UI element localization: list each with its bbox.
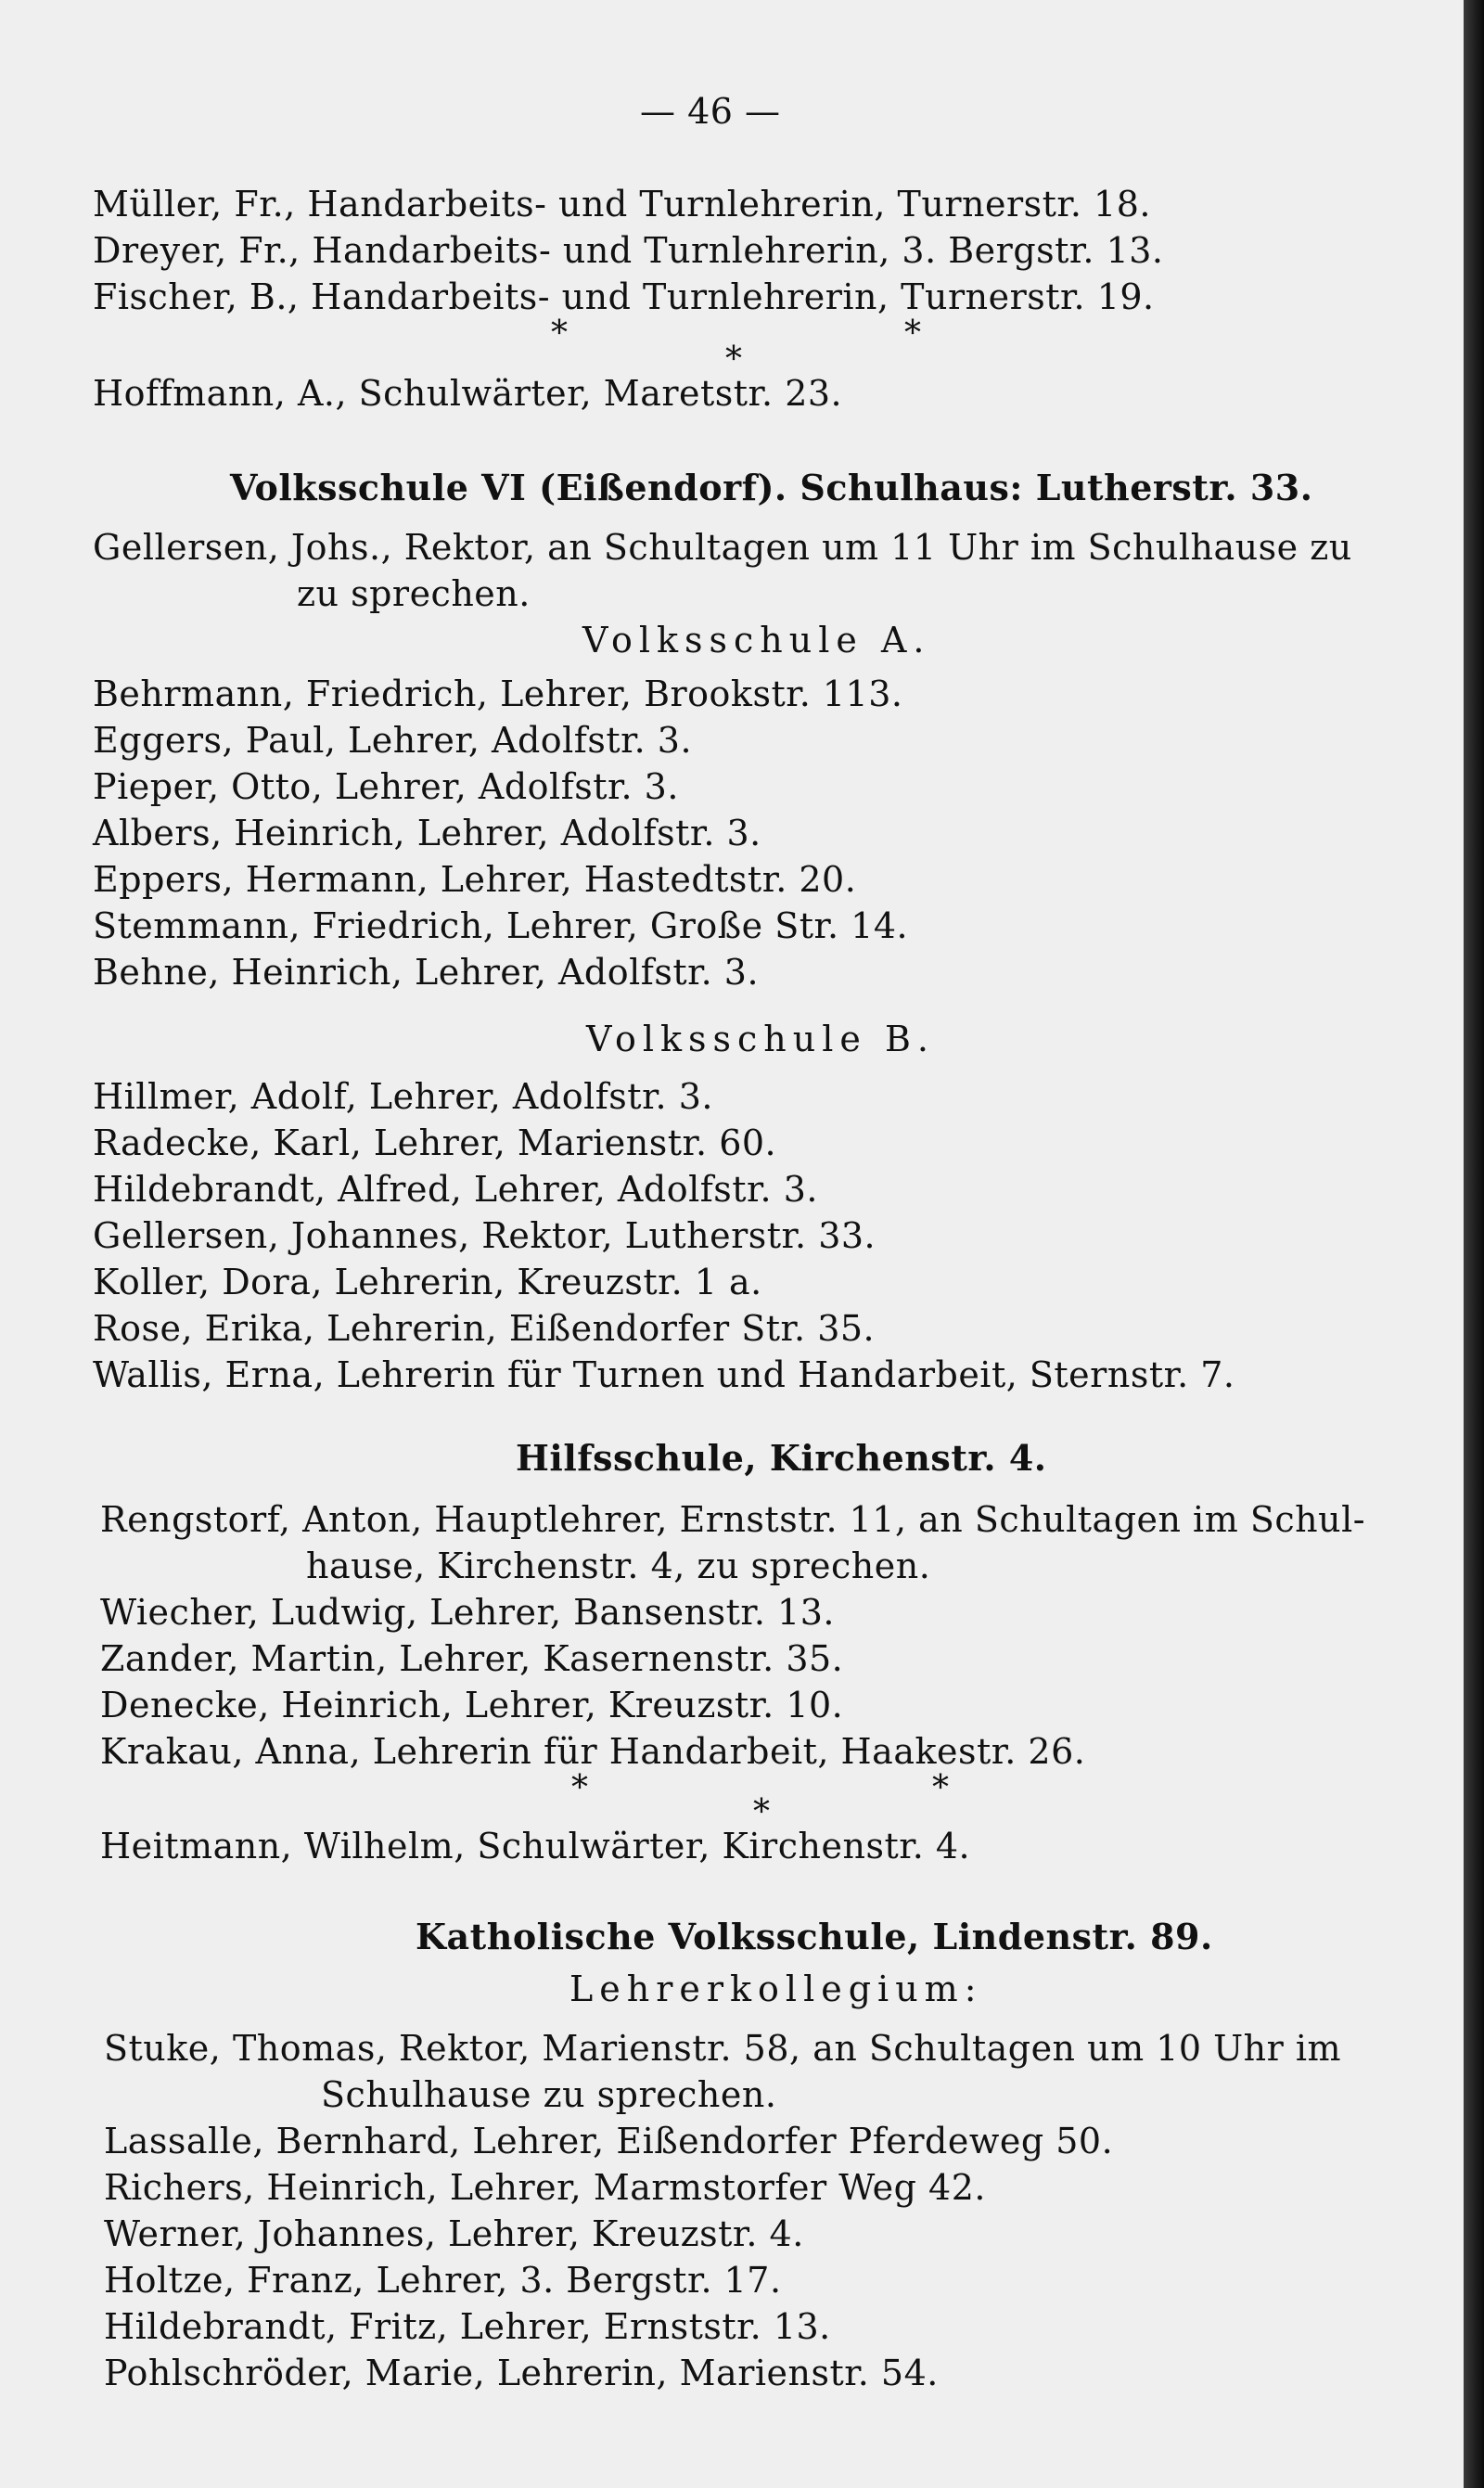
- list-item: Müller, Fr., Handarbeits- und Turnlehrerin, Turnerstr. 18.: [93, 184, 1151, 224]
- list-item: Denecke, Heinrich, Lehrer, Kreuzstr. 10.: [100, 1685, 844, 1725]
- list-item: Hillmer, Adolf, Lehrer, Adolfstr. 3.: [93, 1076, 713, 1117]
- page-edge-shadow: [1464, 0, 1484, 2488]
- list-item: Behrmann, Friedrich, Lehrer, Brookstr. 113.: [93, 673, 903, 714]
- list-item: Wiecher, Ludwig, Lehrer, Bansenstr. 13.: [100, 1592, 835, 1633]
- asterism-star: *: [904, 314, 921, 353]
- list-item: Hildebrandt, Alfred, Lehrer, Adolfstr. 3.: [93, 1169, 818, 1210]
- list-item: Holtze, Franz, Lehrer, 3. Bergstr. 17.: [104, 2260, 782, 2301]
- list-item: Gellersen, Johs., Rektor, an Schultagen um 11 Uhr im Schulhause zu: [93, 527, 1352, 568]
- list-item: Pieper, Otto, Lehrer, Adolfstr. 3.: [93, 766, 679, 807]
- section-heading: Volksschule VI (Eißendorf). Schulhaus: Lutherstr. 33.: [230, 467, 1313, 508]
- list-item: Werner, Johannes, Lehrer, Kreuzstr. 4.: [104, 2213, 804, 2254]
- list-item-continuation: hause, Kirchenstr. 4, zu sprechen.: [306, 1545, 931, 1586]
- list-item: Richers, Heinrich, Lehrer, Marmstorfer Weg 42.: [104, 2167, 986, 2208]
- asterism-star: *: [932, 1769, 949, 1807]
- list-item: Albers, Heinrich, Lehrer, Adolfstr. 3.: [93, 813, 761, 853]
- section-heading: Katholische Volksschule, Lindenstr. 89.: [416, 1916, 1213, 1957]
- list-item: Rose, Erika, Lehrerin, Eißendorfer Str. 35.: [93, 1308, 876, 1349]
- list-item-continuation: zu sprechen.: [297, 573, 531, 614]
- list-item: Stemmann, Friedrich, Lehrer, Große Str. 14.: [93, 905, 909, 946]
- list-item: Lassalle, Bernhard, Lehrer, Eißendorfer Pferdeweg 50.: [104, 2121, 1114, 2161]
- list-item: Dreyer, Fr., Handarbeits- und Turnlehrerin, 3. Bergstr. 13.: [93, 230, 1164, 271]
- asterism-star: *: [753, 1793, 770, 1831]
- list-item: Eppers, Hermann, Lehrer, Hastedtstr. 20.: [93, 859, 857, 900]
- section-heading: Hilfsschule, Kirchenstr. 4.: [516, 1437, 1047, 1479]
- asterism-star: *: [551, 314, 568, 353]
- list-item: Heitmann, Wilhelm, Schulwärter, Kirchenstr. 4.: [100, 1826, 971, 1866]
- list-item: Gellersen, Johannes, Rektor, Lutherstr. 33.: [93, 1215, 876, 1256]
- list-item: Eggers, Paul, Lehrer, Adolfstr. 3.: [93, 720, 693, 761]
- list-item-continuation: Schulhause zu sprechen.: [321, 2074, 777, 2115]
- list-item: Zander, Martin, Lehrer, Kasernenstr. 35.: [100, 1638, 844, 1679]
- list-item: Stuke, Thomas, Rektor, Marienstr. 58, an Schultagen um 10 Uhr im: [104, 2028, 1342, 2069]
- asterism-star: *: [725, 340, 742, 378]
- asterism-star: *: [571, 1769, 588, 1807]
- list-item: Fischer, B., Handarbeits- und Turnlehrerin, Turnerstr. 19.: [93, 276, 1155, 317]
- subsection-heading: Volksschule A.: [582, 620, 931, 660]
- list-item: Rengstorf, Anton, Hauptlehrer, Ernststr. 11, an Schultagen im Schul-: [100, 1499, 1366, 1540]
- subsection-heading: Volksschule B.: [586, 1019, 935, 1059]
- list-item: Hildebrandt, Fritz, Lehrer, Ernststr. 13.: [104, 2306, 831, 2347]
- subsection-heading: Lehrerkollegium:: [569, 1969, 983, 2009]
- list-item: Koller, Dora, Lehrerin, Kreuzstr. 1 a.: [93, 1262, 762, 1302]
- list-item: Krakau, Anna, Lehrerin für Handarbeit, Haakestr. 26.: [100, 1731, 1086, 1772]
- list-item: Behne, Heinrich, Lehrer, Adolfstr. 3.: [93, 952, 760, 993]
- page-number: — 46 —: [640, 91, 781, 132]
- list-item: Wallis, Erna, Lehrerin für Turnen und Handarbeit, Sternstr. 7.: [93, 1354, 1235, 1395]
- list-item: Radecke, Karl, Lehrer, Marienstr. 60.: [93, 1122, 777, 1163]
- list-item: Pohlschröder, Marie, Lehrerin, Marienstr. 54.: [104, 2353, 939, 2393]
- list-item: Hoffmann, A., Schulwärter, Maretstr. 23.: [93, 373, 843, 414]
